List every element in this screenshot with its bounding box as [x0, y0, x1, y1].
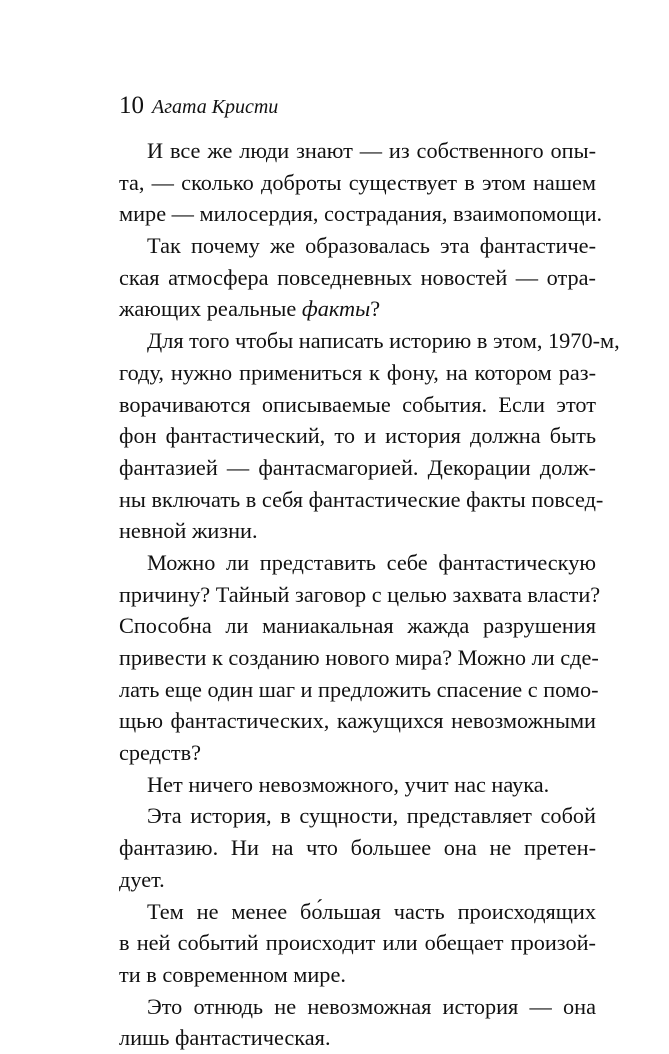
paragraph	[119, 896, 596, 991]
text-line: щью фантастических, кажущихся невозможными	[119, 708, 596, 734]
paragraph	[119, 325, 620, 547]
text-line: Так почему же образовалась эта фантастиче-	[147, 233, 596, 259]
text-line: фантазию. Ни на что большее она не претен-	[119, 835, 596, 861]
text-fragment: жающих реальные	[119, 296, 302, 322]
text-line: лать еще один шаг и предложить спасение с помо-	[119, 676, 599, 702]
text-line: ворачиваются описываемые события. Если этот	[119, 391, 596, 417]
running-head	[119, 86, 278, 129]
text-line: фон фантастический, то и история должна быть	[119, 423, 596, 449]
text-line: ская атмосфера повседневных новостей — отра-	[119, 264, 596, 290]
text-line: лишь фантастическая.	[119, 1025, 331, 1051]
paragraph	[119, 991, 596, 1054]
text-line: году, нужно примениться к фону, на котором раз-	[119, 359, 596, 385]
paragraph	[119, 135, 603, 230]
paragraph	[119, 547, 601, 769]
body-text	[119, 135, 620, 1054]
text-line: Для того чтобы написать историю в этом, 1970-м,	[147, 328, 620, 354]
text-line: Можно ли представить себе фантастическую	[147, 549, 596, 575]
text-line: причину? Тайный заговор с целью захвата власти?	[119, 581, 601, 607]
text-line: Эта история, в сущности, представляет собой	[147, 803, 596, 829]
text-line: Способна ли маниакальная жажда разрушения	[119, 613, 596, 639]
text-line: дует.	[119, 866, 165, 892]
page-number: 10	[119, 92, 144, 119]
text-line: средств?	[119, 740, 202, 766]
paragraph	[119, 230, 596, 325]
text-line: фантазией — фантасмагорией. Декорации долж-	[119, 454, 596, 480]
text-line: И все же люди знают — из собственного опы-	[147, 138, 596, 163]
text-line: Нет ничего невозможного, учит нас наука.	[147, 771, 550, 797]
text-line: Тем не менее бо́льшая часть происходящих	[147, 898, 596, 924]
text-fragment: ?	[370, 296, 381, 322]
text-line	[119, 293, 596, 325]
text-line: привести к созданию нового мира? Можно ли сде-	[119, 645, 599, 670]
text-line: мире — милосердия, сострадания, взаимопомощи.	[119, 201, 603, 227]
text-line: ти в современном мире.	[119, 961, 346, 987]
text-line: та, — сколько доброты существует в этом нашем	[119, 169, 596, 195]
text-line: ны включать в себя фантастические факты повсед-	[119, 486, 604, 512]
text-line: в ней событий происходит или обещает произой-	[119, 930, 596, 956]
emphasized-word: факты	[301, 296, 371, 322]
paragraph	[119, 769, 596, 801]
running-title-author: Агата Кристи	[152, 96, 279, 118]
text-line: невной жизни.	[119, 518, 258, 544]
text-line: Это отнюдь не невозможная история — она	[147, 993, 596, 1019]
paragraph	[119, 800, 596, 895]
